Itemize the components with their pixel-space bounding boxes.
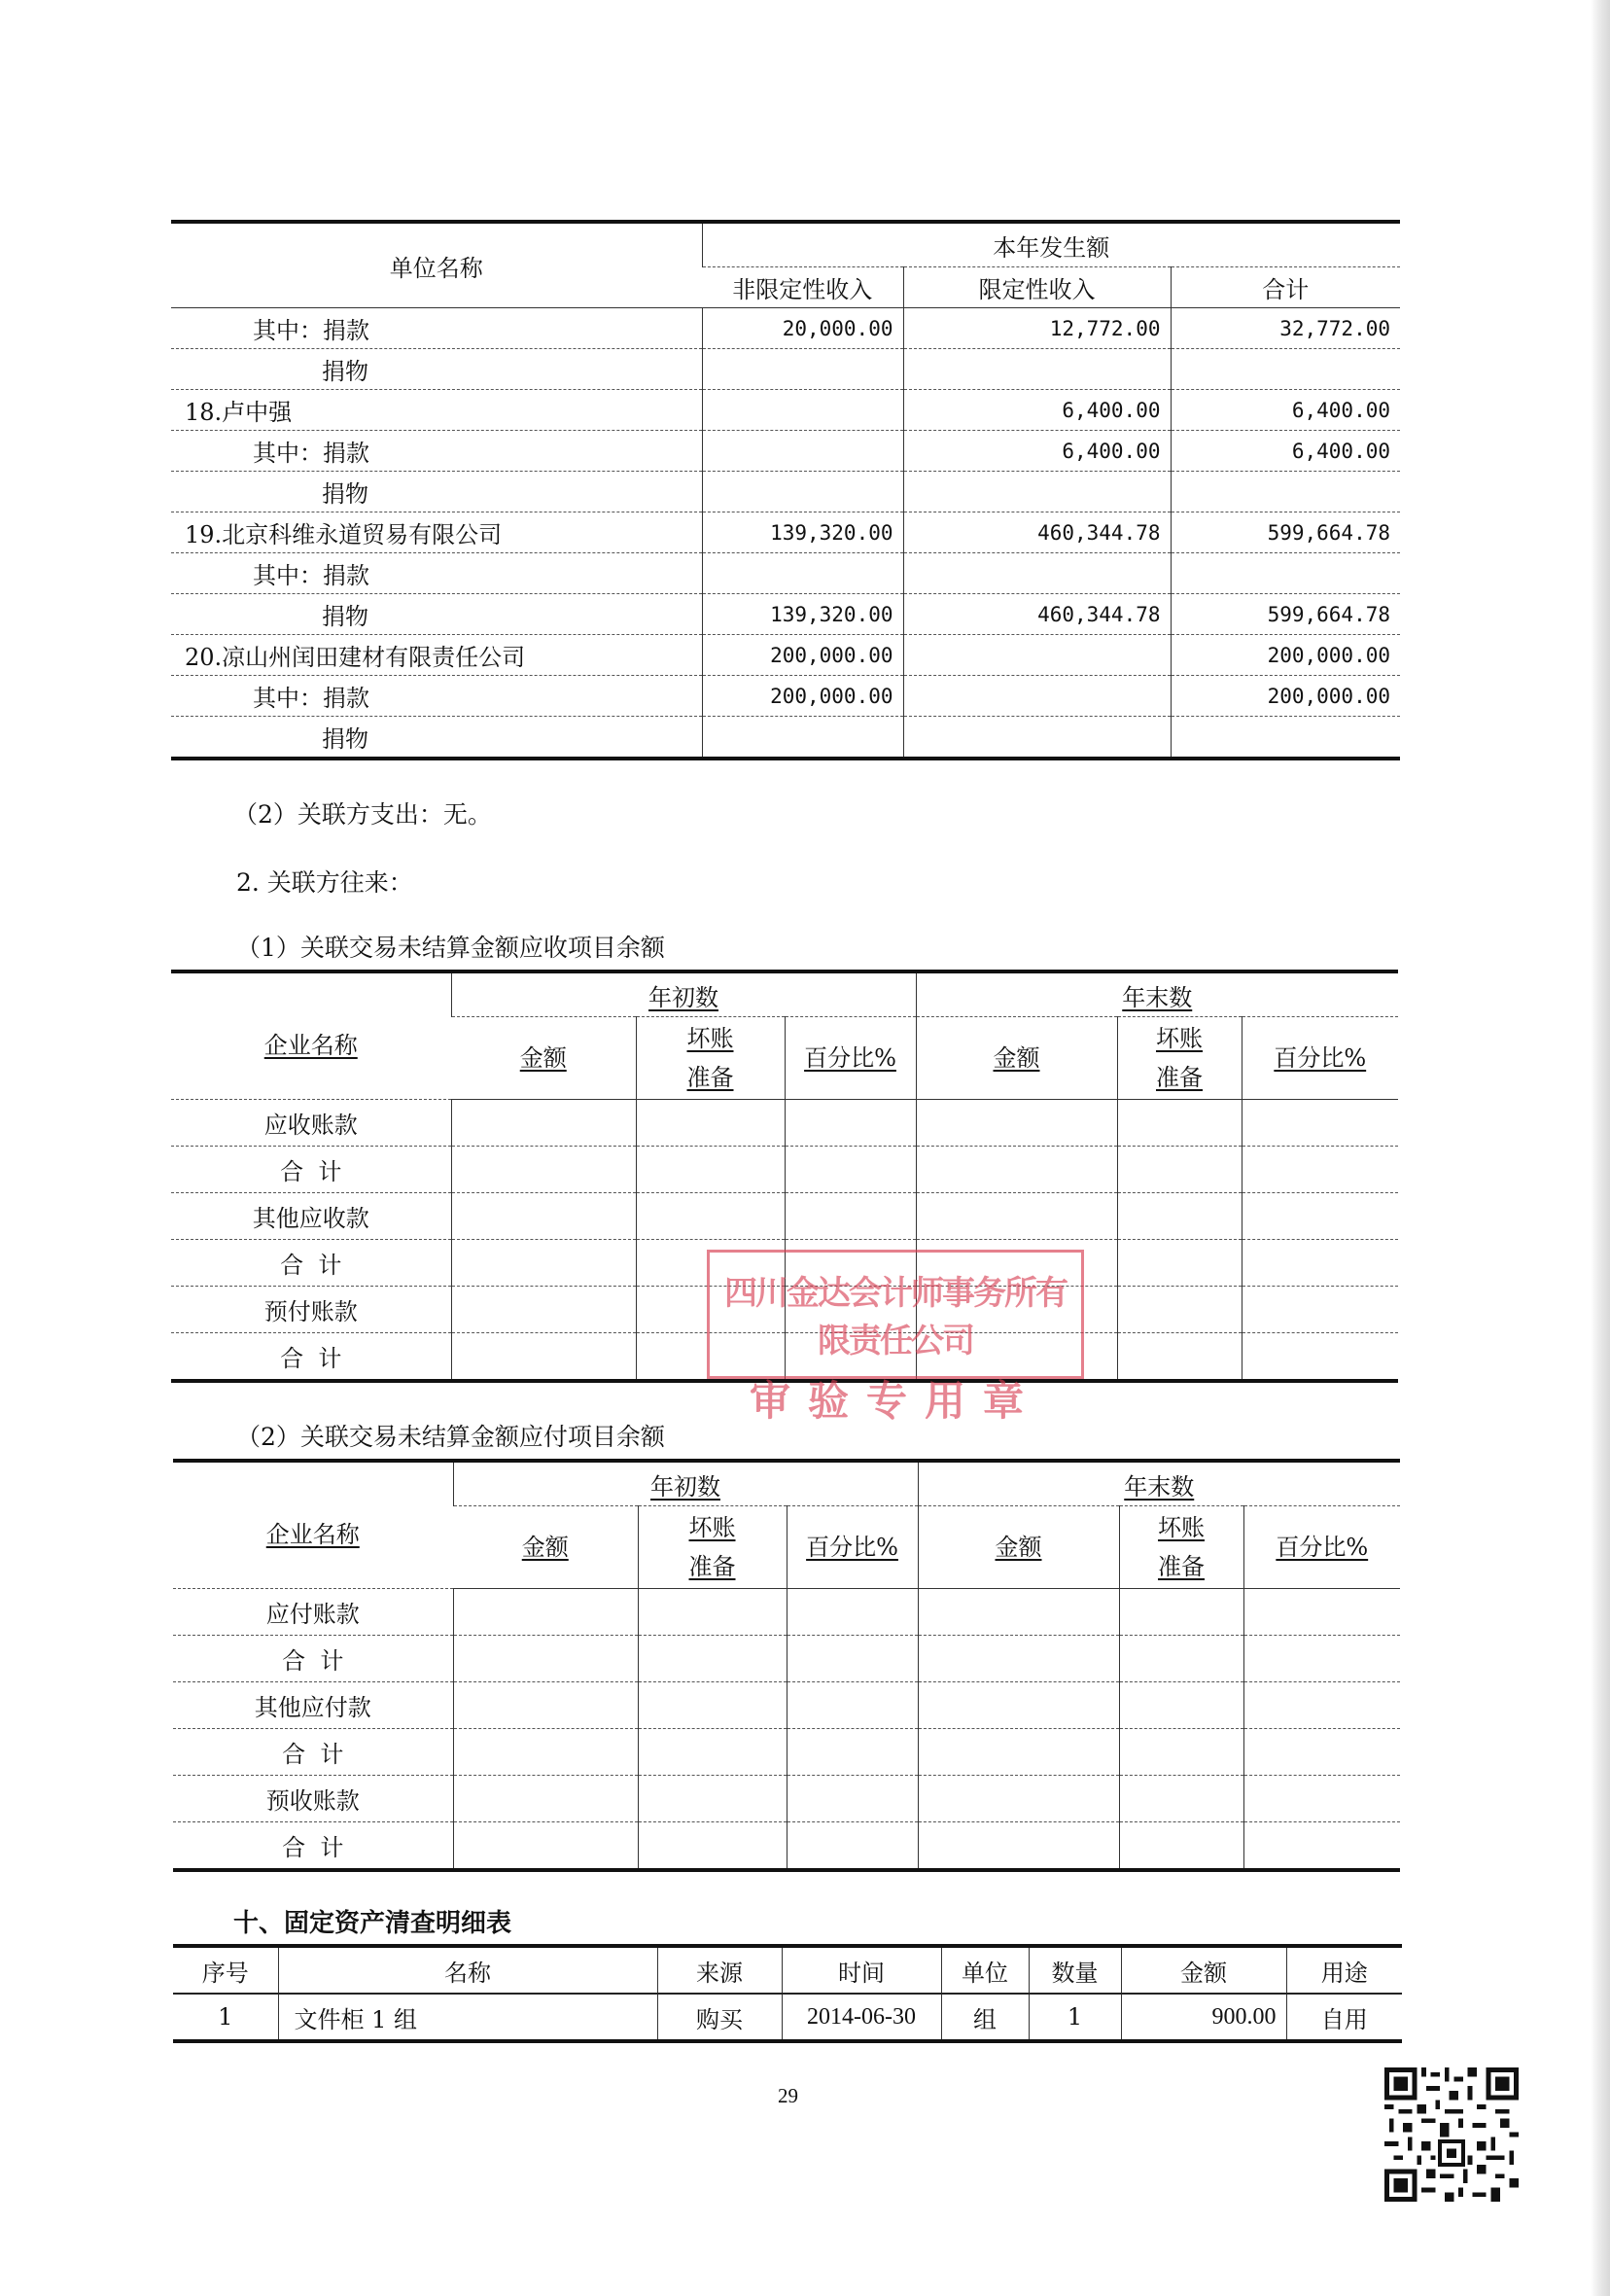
cell-value bbox=[903, 553, 1171, 594]
row-label: 20.凉山州闰田建材有限责任公司 bbox=[171, 635, 702, 676]
cell-value bbox=[702, 717, 903, 759]
bad-debt-header-line2: 准备 bbox=[686, 1064, 734, 1091]
row-label: 其中：捐款 bbox=[171, 553, 702, 594]
row-label: 合 计 bbox=[282, 1834, 344, 1861]
year-end-header: 年末数 bbox=[1122, 983, 1193, 1011]
cell-value bbox=[702, 349, 903, 390]
year-begin-header: 年初数 bbox=[650, 1472, 720, 1501]
col-header-use: 用途 bbox=[1286, 1946, 1402, 1994]
col-header-date: 时间 bbox=[782, 1946, 941, 1994]
row-label: 其中：捐款 bbox=[171, 676, 702, 717]
cell-name: 文件柜 1 组 bbox=[278, 1994, 657, 2041]
row-label: 捐物 bbox=[171, 472, 702, 512]
table-row bbox=[171, 349, 1400, 390]
row-label: 其中：捐款 bbox=[171, 431, 702, 472]
table-row bbox=[171, 635, 1400, 676]
col-header-source: 来源 bbox=[657, 1946, 782, 1994]
cell-value bbox=[903, 676, 1171, 717]
amount-header: 金额 bbox=[993, 1044, 1040, 1072]
cell-amount: 900.00 bbox=[1121, 1994, 1286, 2041]
bad-debt-header: 坏账 bbox=[1158, 1514, 1205, 1541]
company-name-header: 企业名称 bbox=[263, 1032, 358, 1059]
section-related-party-balances: 2. 关联方往来： bbox=[236, 868, 413, 897]
bad-debt-header-line2: 准备 bbox=[1156, 1064, 1203, 1091]
row-label: 捐物 bbox=[171, 594, 702, 635]
row-label: 应收账款 bbox=[171, 1100, 451, 1147]
cell-value bbox=[702, 390, 903, 431]
table-row bbox=[171, 553, 1400, 594]
table-row bbox=[171, 431, 1400, 472]
row-label: 应付账款 bbox=[173, 1589, 453, 1636]
table-row bbox=[171, 390, 1400, 431]
total-header: 合计 bbox=[1171, 267, 1400, 308]
cell-value: 6,400.00 bbox=[903, 431, 1171, 472]
cell-value bbox=[903, 717, 1171, 759]
row-label: 捐物 bbox=[171, 349, 702, 390]
row-label: 其他应付款 bbox=[173, 1682, 453, 1729]
donation-income-table bbox=[171, 220, 1400, 760]
cell-value: 200,000.00 bbox=[1171, 676, 1400, 717]
row-label: 预付账款 bbox=[171, 1287, 451, 1333]
cell-value bbox=[702, 553, 903, 594]
table-row bbox=[173, 1776, 1400, 1822]
table-row bbox=[171, 472, 1400, 512]
bad-debt-header: 坏账 bbox=[686, 1025, 734, 1052]
row-label: 19.北京科维永道贸易有限公司 bbox=[171, 512, 702, 553]
bad-debt-header: 坏账 bbox=[688, 1514, 736, 1541]
table-row bbox=[171, 717, 1400, 759]
row-label: 合 计 bbox=[173, 1636, 453, 1682]
row-label: 其中：捐款 bbox=[171, 308, 702, 349]
cell-value: 599,664.78 bbox=[1171, 594, 1400, 635]
table-row bbox=[173, 1994, 1402, 2041]
cell-no: 1 bbox=[218, 2003, 233, 2031]
cell-value: 6,400.00 bbox=[1171, 390, 1400, 431]
row-label: 捐物 bbox=[322, 725, 368, 753]
cell-value: 460,344.78 bbox=[903, 594, 1171, 635]
qr-code-icon bbox=[1384, 2067, 1519, 2202]
row-label: 其他应收款 bbox=[171, 1193, 451, 1240]
cell-source: 购买 bbox=[657, 1994, 782, 2041]
cell-value: 6,400.00 bbox=[1171, 431, 1400, 472]
cell-value bbox=[1171, 472, 1400, 512]
row-label: 18.卢中强 bbox=[171, 390, 702, 431]
year-begin-header: 年初数 bbox=[648, 983, 718, 1011]
cell-value: 12,772.00 bbox=[903, 308, 1171, 349]
table-row bbox=[171, 1193, 1398, 1240]
table-row bbox=[171, 512, 1400, 553]
amount-header: 金额 bbox=[995, 1534, 1042, 1561]
payable-table-title: （2）关联交易未结算金额应付项目余额 bbox=[236, 1423, 665, 1451]
restricted-income-header: 限定性收入 bbox=[903, 267, 1171, 308]
percent-header: 百分比% bbox=[1274, 1044, 1367, 1072]
company-name-header: 企业名称 bbox=[265, 1521, 360, 1548]
table-row bbox=[173, 1636, 1400, 1682]
table-row bbox=[173, 1589, 1400, 1636]
cell-value: 32,772.00 bbox=[1171, 308, 1400, 349]
cell-value bbox=[1171, 553, 1400, 594]
percent-header: 百分比% bbox=[806, 1534, 898, 1561]
table-row bbox=[171, 1147, 1398, 1193]
audit-seal-stamp bbox=[707, 1250, 1084, 1425]
table-row bbox=[171, 1100, 1398, 1147]
cell-date: 2014-06-30 bbox=[782, 1994, 941, 2041]
cell-unit: 组 bbox=[941, 1994, 1029, 2041]
cell-value bbox=[903, 472, 1171, 512]
cell-value: 139,320.00 bbox=[702, 512, 903, 553]
page-edge-shadow bbox=[1591, 0, 1610, 2296]
cell-value: 20,000.00 bbox=[702, 308, 903, 349]
cell-value bbox=[903, 349, 1171, 390]
cell-value: 139,320.00 bbox=[702, 594, 903, 635]
page-number: 29 bbox=[778, 2084, 798, 2107]
section-fixed-assets-heading: 十、固定资产清查明细表 bbox=[233, 1909, 512, 1938]
cell-value bbox=[702, 431, 903, 472]
unrestricted-income-header: 非限定性收入 bbox=[702, 267, 903, 308]
row-label: 合 计 bbox=[280, 1345, 342, 1372]
table-row bbox=[173, 1729, 1400, 1776]
table-row bbox=[173, 1822, 1400, 1871]
bad-debt-header: 坏账 bbox=[1156, 1025, 1203, 1052]
cell-value: 460,344.78 bbox=[903, 512, 1171, 553]
table-row bbox=[171, 308, 1400, 349]
cell-value bbox=[1171, 717, 1400, 759]
cell-qty: 1 bbox=[1029, 1994, 1121, 2041]
row-label: 合 计 bbox=[171, 1240, 451, 1287]
percent-header: 百分比% bbox=[804, 1044, 896, 1072]
stamp-seal-text: 审验专用章 bbox=[749, 1377, 1041, 1425]
col-header-unit: 单位 bbox=[941, 1946, 1029, 1994]
bad-debt-header-line2: 准备 bbox=[1158, 1553, 1205, 1580]
col-header-no: 序号 bbox=[173, 1946, 278, 1994]
cell-use: 自用 bbox=[1286, 1994, 1402, 2041]
cell-value: 200,000.00 bbox=[702, 635, 903, 676]
table-row bbox=[171, 594, 1400, 635]
cell-value bbox=[702, 472, 903, 512]
payable-balance-table bbox=[173, 1459, 1400, 1872]
table-row bbox=[171, 676, 1400, 717]
cell-value bbox=[903, 635, 1171, 676]
fixed-asset-table bbox=[173, 1944, 1402, 2043]
cell-value: 599,664.78 bbox=[1171, 512, 1400, 553]
stamp-firm-name: 四川金达会计师事务所有限责任公司 bbox=[724, 1274, 1067, 1360]
current-year-header: 本年发生额 bbox=[702, 222, 1400, 267]
row-label: 合 计 bbox=[171, 1147, 451, 1193]
related-party-expense-text: （2）关联方支出：无。 bbox=[233, 800, 492, 829]
year-end-header: 年末数 bbox=[1124, 1472, 1195, 1501]
col-header-name: 名称 bbox=[278, 1946, 657, 1994]
cell-value bbox=[1171, 349, 1400, 390]
bad-debt-header-line2: 准备 bbox=[688, 1553, 736, 1580]
col-header-amount: 金额 bbox=[1121, 1946, 1286, 1994]
receivable-table-title: （1）关联交易未结算金额应收项目余额 bbox=[236, 934, 665, 962]
amount-header: 金额 bbox=[519, 1044, 567, 1072]
cell-value: 200,000.00 bbox=[702, 676, 903, 717]
table-row bbox=[173, 1682, 1400, 1729]
amount-header: 金额 bbox=[521, 1534, 569, 1561]
cell-value: 200,000.00 bbox=[1171, 635, 1400, 676]
row-label: 合 计 bbox=[173, 1729, 453, 1776]
row-label: 预收账款 bbox=[173, 1776, 453, 1822]
percent-header: 百分比% bbox=[1276, 1534, 1369, 1561]
unit-name-header: 单位名称 bbox=[171, 222, 702, 308]
cell-value: 6,400.00 bbox=[903, 390, 1171, 431]
col-header-qty: 数量 bbox=[1029, 1946, 1121, 1994]
